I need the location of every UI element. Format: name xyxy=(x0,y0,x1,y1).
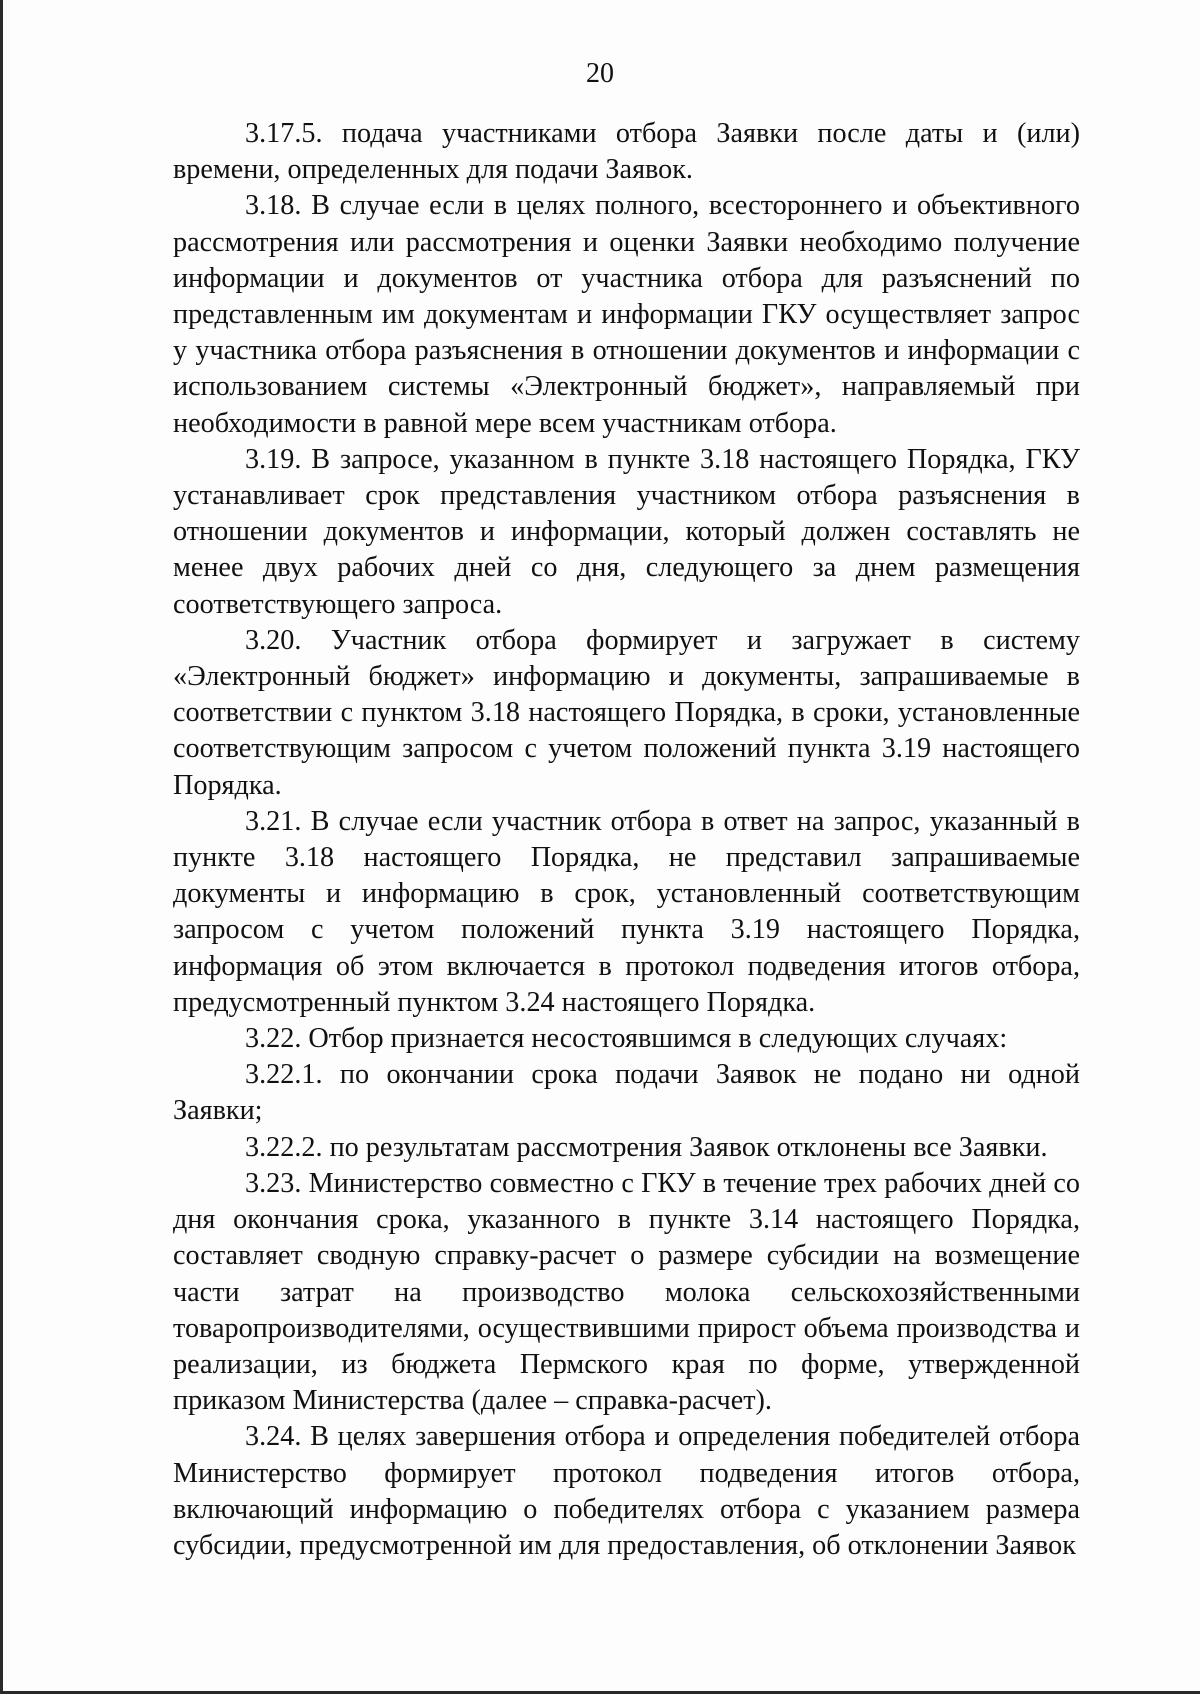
paragraph-3-21: 3.21. В случае если участник отбора в ответ на запрос, указанный в пункте 3.18 настоящего Порядка, не представил запрашиваемые документы и информацию в срок, установленный соответствующим запросом с учетом положений пункта 3.19 настоящего Порядка, информация об этом включается в протокол подведения итогов отбора, предусмотренный пунктом 3.24 настоящего Порядка. xyxy=(173,805,1080,1018)
document-body xyxy=(173,116,1080,1564)
scan-border-left xyxy=(0,0,3,1694)
paragraph-3-22-1: 3.22.1. по окончании срока подачи Заявок не подано ни одной Заявки; xyxy=(173,1059,1080,1127)
paragraph-3-20: 3.20. Участник отбора формирует и загружает в систему «Электронный бюджет» информацию и документы, запрашиваемые в соответствии с пунктом 3.18 настоящего Порядка, в сроки, установленные соответствующим запросом с учетом положений пункта 3.19 настоящего Порядка. xyxy=(173,624,1080,801)
paragraph-3-17-5: 3.17.5. подача участниками отбора Заявки после даты и (или) времени, определенных для подачи Заявок. xyxy=(173,118,1080,186)
paragraph-3-22: 3.22. Отбор признается несостоявшимся в следующих случаях: xyxy=(245,1023,1008,1055)
paragraph-3-19: 3.19. В запросе, указанном в пункте 3.18 настоящего Порядка, ГКУ устанавливает срок представления участником отбора разъяснения в отношении документов и информации, который должен составлять не менее двух рабочих дней со дня, следующего за днем размещения соответствующего запроса. xyxy=(173,443,1080,620)
paragraph-3-24: 3.24. В целях завершения отбора и определения победителей отбора Министерство формирует протокол подведения итогов отбора, включающий информацию о победителях отбора с указанием размера субсидии, предусмотренной им для предоставления, об отклонении Заявок xyxy=(173,1421,1080,1561)
paragraph-3-23: 3.23. Министерство совместно с ГКУ в течение трех рабочих дней со дня окончания срока, указанного в пункте 3.14 настоящего Порядка, составляет сводную справку-расчет о размере субсидии на возмещение части затрат на производство молока сельскохозяйственными товаропроизводителями, осуществившими прирост объема производства и реализации, из бюджета Пермского края по форме, утвержденной приказом Министерства (далее – справка-расчет). xyxy=(173,1167,1080,1417)
page-number: 20 xyxy=(586,58,614,89)
paragraph-3-22-2: 3.22.2. по результатам рассмотрения Заявок отклонены все Заявки. xyxy=(245,1131,1048,1163)
paragraph-3-18: 3.18. В случае если в целях полного, всестороннего и объективного рассмотрения или рассмотрения и оценки Заявки необходимо получение информации и документов от участника отбора для разъяснений по представленным им документам и информации ГКУ осуществляет запрос у участника отбора разъяснения в отношении документов и информации с использованием системы «Электронный бюджет», направляемый при необходимости в равной мере всем участникам отбора. xyxy=(173,190,1080,439)
